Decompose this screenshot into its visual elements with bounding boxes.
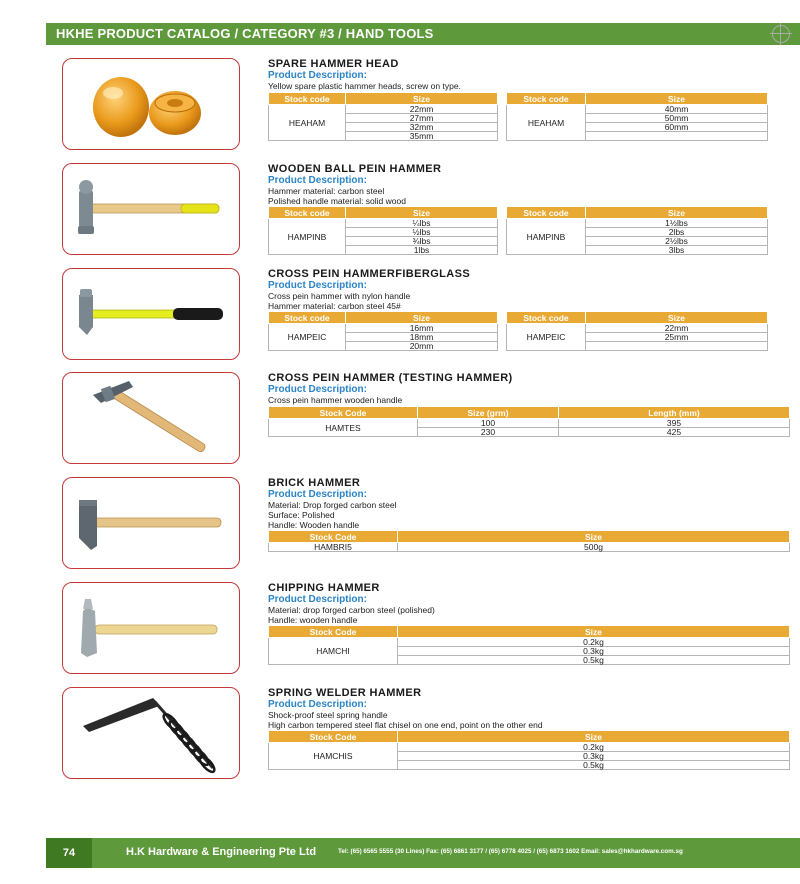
chipping-hammer-icon: [63, 583, 239, 673]
product-title: CROSS PEIN HAMMER (TESTING HAMMER): [268, 372, 513, 384]
description-line: Yellow spare plastic hammer heads, screw on type.: [268, 81, 461, 91]
registration-mark-icon: [772, 25, 790, 43]
spec-table-left: [268, 206, 498, 255]
description-line: Material: Drop forged carbon steel: [268, 500, 397, 510]
page-number: 74: [46, 838, 92, 868]
stock-code: HAMCHI: [269, 638, 398, 665]
description-line: Material: drop forged carbon steel (polished): [268, 605, 435, 615]
size-cell: 25mm: [586, 333, 768, 342]
product-image-frame: [62, 58, 240, 150]
size-cell: ¼lbs: [346, 219, 498, 228]
spring-welder-hammer-icon: [63, 688, 239, 778]
fiberglass-cross-pein-hammer-icon: [63, 269, 239, 359]
spec-table: [268, 730, 790, 770]
column-header: Stock Code: [269, 626, 398, 638]
stock-code: HAMPINB: [507, 219, 586, 255]
size-cell: 1½lbs: [586, 219, 768, 228]
size-cell: 3lbs: [586, 246, 768, 255]
column-header: Length (mm): [559, 407, 790, 419]
stock-code: HEAHAM: [507, 105, 586, 141]
description-line: High carbon tempered steel flat chisel on one end, point on the other end: [268, 720, 543, 730]
description-line: Hammer material: carbon steel 45#: [268, 301, 401, 311]
stock-code: HAMTES: [269, 419, 418, 437]
size-cell: [586, 132, 768, 141]
size-cell: 60mm: [586, 123, 768, 132]
stock-code: HAMCHIS: [269, 743, 398, 770]
spec-table: [268, 625, 790, 665]
size-cell: 100: [418, 419, 559, 428]
stock-code: HAMPEIC: [269, 324, 346, 351]
product-subtitle: Product Description:: [268, 594, 367, 605]
product-subtitle: Product Description:: [268, 489, 367, 500]
description-line: Surface: Polished: [268, 510, 335, 520]
size-cell: 500g: [398, 543, 790, 552]
contact-info: Tel: (65) 6565 5555 (30 Lines) Fax: (65) 6861 3177 / (65) 6778 4025 / (65) 6873 1602 Email: sales@hkhardware.com.sg: [338, 848, 683, 855]
column-header: Stock code: [507, 93, 586, 105]
product-subtitle: Product Description:: [268, 384, 367, 395]
size-cell: 1lbs: [346, 246, 498, 255]
size-cell: 2lbs: [586, 228, 768, 237]
product-title: SPRING WELDER HAMMER: [268, 687, 422, 699]
product-subtitle: Product Description:: [268, 280, 367, 291]
product-title: BRICK HAMMER: [268, 477, 361, 489]
column-header: Stock Code: [269, 531, 398, 543]
column-header: Stock code: [269, 312, 346, 324]
column-header: Size: [346, 312, 498, 324]
size-cell: 20mm: [346, 342, 498, 351]
page-title: HKHE PRODUCT CATALOG / CATEGORY #3 / HAND TOOLS: [56, 26, 434, 41]
brick-hammer-icon: [63, 478, 239, 568]
description-line: Polished handle material: solid wood: [268, 196, 406, 206]
product-image-frame: [62, 268, 240, 360]
column-header: Stock code: [507, 312, 586, 324]
product-image-frame: [62, 687, 240, 779]
product-image-frame: [62, 163, 240, 255]
spec-table: [268, 406, 790, 437]
size-cell: [586, 342, 768, 351]
product-subtitle: Product Description:: [268, 70, 367, 81]
column-header: Stock Code: [269, 407, 418, 419]
size-cell: 22mm: [586, 324, 768, 333]
ball-pein-hammer-icon: [63, 164, 239, 254]
size-cell: 35mm: [346, 132, 498, 141]
column-header: Stock code: [269, 93, 346, 105]
testing-hammer-icon: [63, 373, 239, 463]
product-image-frame: [62, 582, 240, 674]
size-cell: 16mm: [346, 324, 498, 333]
description-line: Handle: Wooden handle: [268, 520, 360, 530]
product-subtitle: Product Description:: [268, 699, 367, 710]
column-header: Stock code: [507, 207, 586, 219]
size-cell: 18mm: [346, 333, 498, 342]
stock-code: HEAHAM: [269, 105, 346, 141]
spec-table-right: [506, 92, 768, 141]
column-header: Size: [398, 626, 790, 638]
length-cell: 425: [559, 428, 790, 437]
product-title: SPARE HAMMER HEAD: [268, 58, 399, 70]
size-cell: 40mm: [586, 105, 768, 114]
description-line: Cross pein hammer with nylon handle: [268, 291, 411, 301]
product-image-frame: [62, 372, 240, 464]
stock-code: HAMPEIC: [507, 324, 586, 351]
column-header: Size: [586, 312, 768, 324]
company-name: H.K Hardware & Engineering Pte Ltd: [126, 846, 317, 858]
footer-bar: [46, 838, 800, 868]
column-header: Size (grm): [418, 407, 559, 419]
product-image-frame: [62, 477, 240, 569]
product-title: WOODEN BALL PEIN HAMMER: [268, 163, 442, 175]
column-header: Stock code: [269, 207, 346, 219]
column-header: Size: [586, 207, 768, 219]
stock-code: HAMPINB: [269, 219, 346, 255]
spec-table-left: [268, 311, 498, 351]
column-header: Size: [346, 207, 498, 219]
size-cell: 50mm: [586, 114, 768, 123]
column-header: Stock Code: [269, 731, 398, 743]
size-cell: 0.2kg: [398, 638, 790, 647]
size-cell: 0.3kg: [398, 647, 790, 656]
size-cell: 0.3kg: [398, 752, 790, 761]
stock-code: HAMBRI5: [269, 543, 398, 552]
description-line: Shock-proof steel spring handle: [268, 710, 388, 720]
yellow-plastic-hammer-heads-icon: [63, 59, 239, 149]
size-cell: 0.2kg: [398, 743, 790, 752]
product-title: CROSS PEIN HAMMERFIBERGLASS: [268, 268, 471, 280]
size-cell: 230: [418, 428, 559, 437]
product-subtitle: Product Description:: [268, 175, 367, 186]
column-header: Size: [398, 531, 790, 543]
header-bar: [46, 23, 800, 45]
spec-table-left: [268, 92, 498, 141]
size-cell: ¾lbs: [346, 237, 498, 246]
product-title: CHIPPING HAMMER: [268, 582, 380, 594]
size-cell: 22mm: [346, 105, 498, 114]
spec-table: [268, 530, 790, 552]
description-line: Hammer material: carbon steel: [268, 186, 385, 196]
column-header: Size: [398, 731, 790, 743]
spec-table-right: [506, 311, 768, 351]
column-header: Size: [586, 93, 768, 105]
size-cell: 27mm: [346, 114, 498, 123]
size-cell: 0.5kg: [398, 656, 790, 665]
spec-table-right: [506, 206, 768, 255]
description-line: Cross pein hammer wooden handle: [268, 395, 403, 405]
size-cell: 0.5kg: [398, 761, 790, 770]
size-cell: ½lbs: [346, 228, 498, 237]
size-cell: 2½lbs: [586, 237, 768, 246]
column-header: Size: [346, 93, 498, 105]
length-cell: 395: [559, 419, 790, 428]
description-line: Handle: wooden handle: [268, 615, 358, 625]
size-cell: 32mm: [346, 123, 498, 132]
